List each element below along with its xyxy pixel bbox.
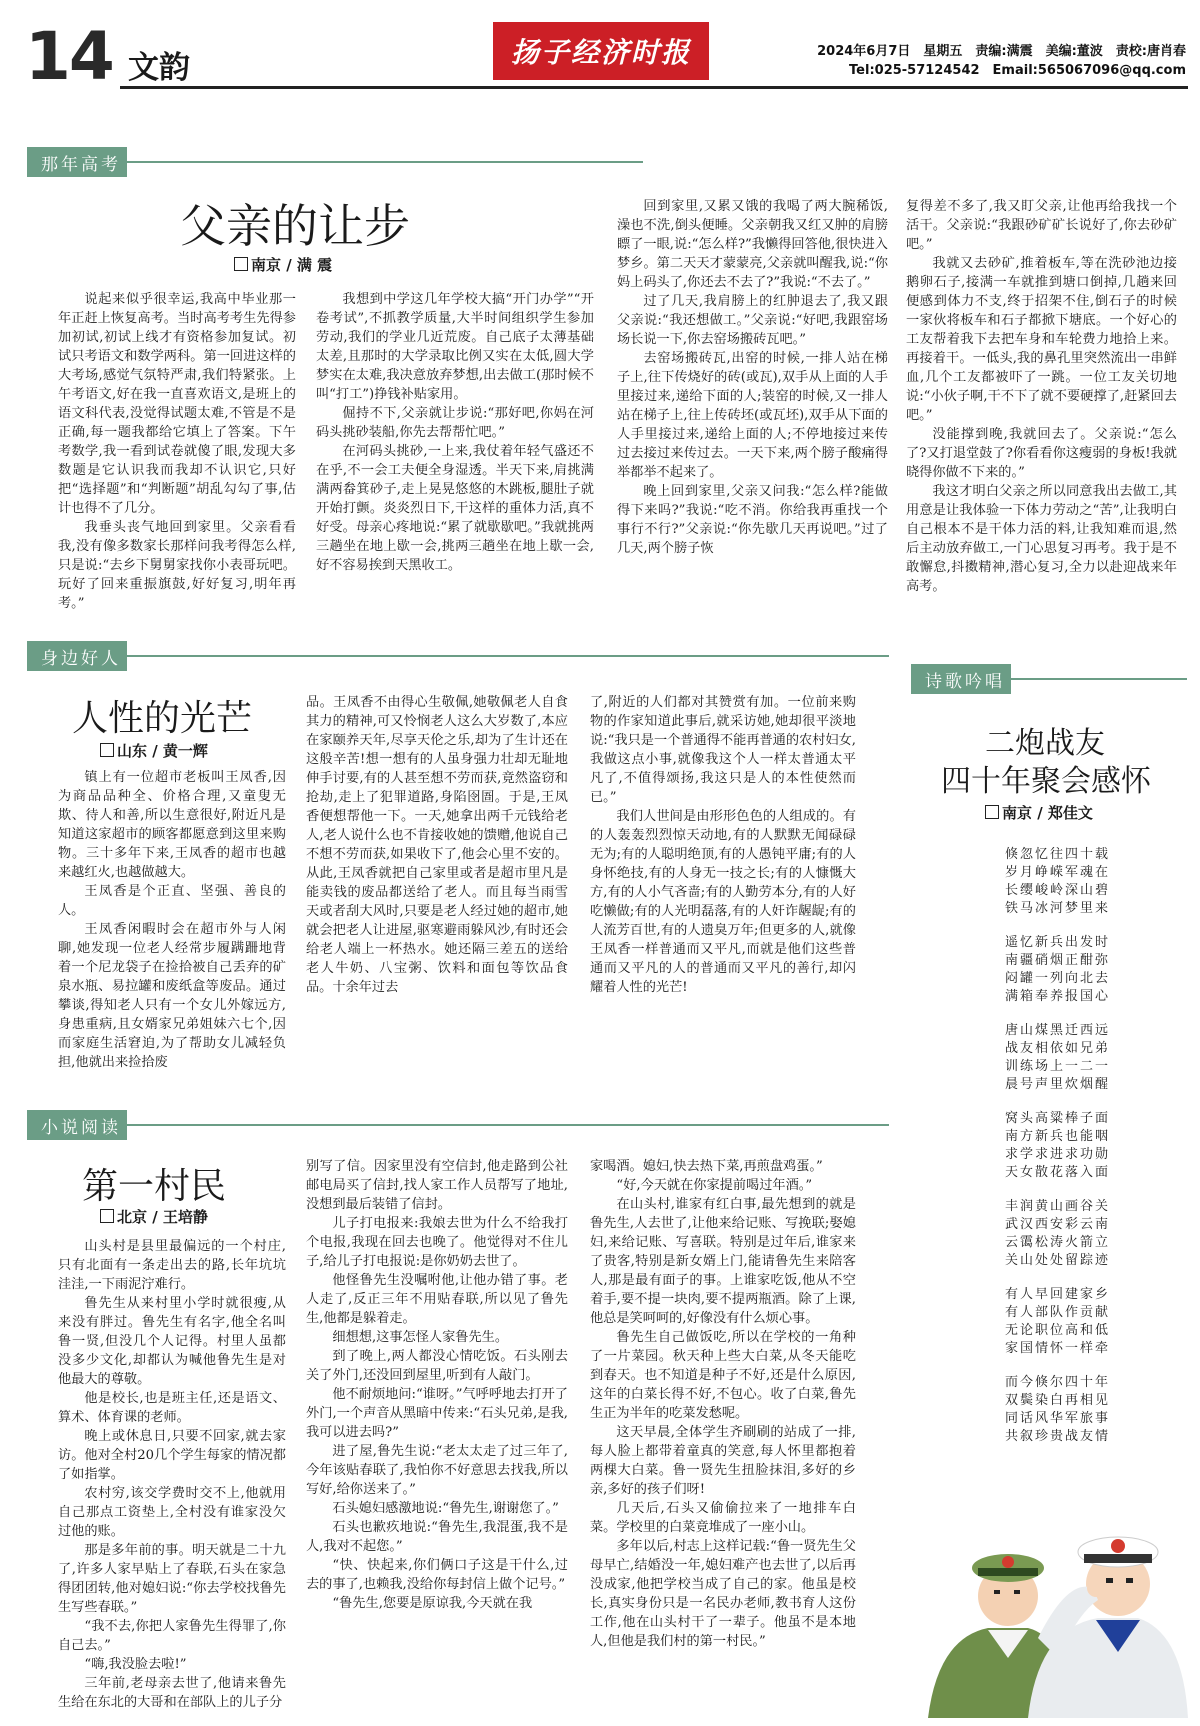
paragraph: 细想想,这事怎怪人家鲁先生。 <box>332 1330 509 1345</box>
article-column <box>906 197 1177 596</box>
poem-line: 南疆硝烟正酣弥 <box>1005 953 1111 968</box>
poem-stanza <box>1005 1374 1155 1446</box>
paragraph: “鲁先生,您要是原谅我,今天就在我 <box>332 1596 533 1611</box>
paragraph: 农村穷,该交学费时交不上,他就用自己那点工资垫上,全村没有谁家没欠过他的账。 <box>58 1486 286 1539</box>
article-title: 父亲的让步 <box>180 199 410 253</box>
poem-line: 满箱奉养报国心 <box>1005 989 1111 1004</box>
poem-line: 有人部队作贡献 <box>1005 1305 1111 1320</box>
paragraph: 石头媳妇感激地说:“鲁先生,谢谢您了。” <box>332 1501 559 1516</box>
paragraph: 在山头村,谁家有红白事,最先想到的就是鲁先生,人去世了,让他来给记账、写挽联;娶媳妇,来给记账、写喜联。特别是过年后,谁家来了贵客,特别是新女婿上门,能请鲁先生来陪客人,那是最有面子的事。上谁家吃饭,他从不空着手,要不提一块肉,要不提两瓶酒。除了上课,他总是笑呵呵的,好像没有什么烦心事。 <box>590 1197 856 1326</box>
poem-line: 遥忆新兵出发时 <box>1005 935 1111 950</box>
poem-stanza <box>1005 934 1155 1006</box>
section-tag-rule <box>127 655 889 657</box>
paragraph: 到了晚上,两人都没心情吃饭。石头刚去关了外门,还没回到屋里,听到有人敲门。 <box>306 1349 568 1383</box>
poem-line: 闷罐一列向北去 <box>1005 971 1111 986</box>
article-column <box>590 1157 856 1651</box>
paragraph: “嗨,我没脸去啦!” <box>84 1657 187 1672</box>
article-column <box>316 290 594 575</box>
poem-line: 铁马冰河梦里来 <box>1005 901 1111 916</box>
paragraph: 多年以后,村志上这样记载:“鲁一贤先生父母早亡,结婚没一年,媳妇难产也去世了,以后再没成家,他把学校当成了自己的家。他虽是校长,真实身份只是一名民办老师,教书育人这份工作,他在山头村干了一辈子。他虽不是本地人,但他是我们村的第一村民。” <box>590 1539 856 1649</box>
soldiers-illustration <box>918 1518 1188 1718</box>
poem-line: 共叙珍贵战友情 <box>1005 1429 1111 1444</box>
poem-line: 长缨峻岭深山碧 <box>1005 883 1111 898</box>
poem-line: 无论职位高和低 <box>1005 1323 1111 1338</box>
article-byline: 北京 / 王培静 <box>100 1206 208 1227</box>
contact-line: Tel:025-57124542 Email:565067096@qq.com <box>849 63 1186 78</box>
paragraph: 镇上有一位超市老板叫王凤香,因为商品品种全、价格合理,又童叟无欺、待人和善,所以生意很好,附近凡是知道这家超市的顾客都愿意到这里来购物。三十多年下来,王凤香的超市也越来越红火,也越做越大。 <box>58 770 286 880</box>
poem-line: 而今倏尔四十年 <box>1005 1375 1111 1390</box>
section-tag-poem: 诗歌吟唱 <box>911 664 1011 694</box>
paragraph: 晚上或休息日,只要不回家,就去家访。他对全村20几个学生每家的情况都了如指掌。 <box>58 1429 286 1482</box>
poem-line: 唐山煤黑迁西远 <box>1005 1023 1111 1038</box>
paragraph: 王凤香闲暇时会在超市外与人闲聊,她发现一位老人经常步履蹒跚地背着一个尼龙袋子在捡拾被自己丢弃的矿泉水瓶、易拉罐和废纸盒等废品。通过攀谈,得知老人只有一个女儿外嫁远方,身患重病,且女婿家兄弟姐妹六七个,因而家庭生活窘迫,为了帮助女儿减轻负担,他就出来捡拾废 <box>58 922 286 1070</box>
paragraph: 他不耐烦地问:“谁呀。”气呼呼地去打开了外门,一个声音从黑暗中传来:“石头兄弟,是我,我可以进去吗?” <box>306 1387 568 1440</box>
paragraph: 鲁先生自己做饭吃,所以在学校的一角种了一片菜园。秋天种上些大白菜,从冬天能吃到春天。也不知道是种子不好,还是什么原因,这年的白菜长得不好,不包心。收了白菜,鲁先生正为半年的吃菜发愁呢。 <box>590 1330 856 1421</box>
poem-title-line1: 二炮战友 <box>985 726 1105 761</box>
poem-line: 关山处处留踪迹 <box>1005 1253 1111 1268</box>
paragraph: 那是多年前的事。明天就是二十九了,许多人家早贴上了春联,石头在家急得团团转,他对媳妇说:“你去学校找鲁先生写些春联。” <box>58 1543 286 1615</box>
byline-box-icon <box>234 257 248 271</box>
paragraph: 家喝酒。媳妇,快去热下菜,再煎盘鸡蛋。” <box>590 1159 823 1174</box>
section-tag-rule <box>127 1124 889 1126</box>
paragraph: 三年前,老母亲去世了,他请来鲁先生给在东北的大哥和在部队上的儿子分 <box>58 1676 286 1710</box>
paragraph: 复得差不多了,我又盯父亲,让他再给我找一个活干。父亲说:“我跟砂矿矿长说好了,你去砂矿吧。” <box>906 199 1177 252</box>
poem-stanza <box>1005 1110 1155 1182</box>
paper-logo: 扬子经济时报 <box>493 22 709 80</box>
article-title: 人性的光芒 <box>72 698 253 739</box>
paragraph: 回到家里,又累又饿的我喝了两大腕稀饭,澡也不洗,倒头便睡。父亲朝我又红又肿的肩膀瞟了一眼,说:“怎么样?”我懒得回答他,很快进入梦乡。第二天天才蒙蒙亮,父亲就叫醒我,说:“你妈上码头了,你还去不去了?”我说:“不去了。” <box>617 199 888 290</box>
paragraph: 在河码头挑砂,一上来,我仗着年轻气盛还不在乎,不一会工夫便全身湿透。半天下来,肩挑满满两畚箕砂子,走上晃晃悠悠的木跳板,腿肚子就开始打颤。炎炎烈日下,干这样的重体力活,真不好受。母亲心疼地说:“累了就歇歇吧。”我就挑两三趟坐在地上歇一会,挑两三趟坐在地上歇一会,好不容易挨到天黑收工。 <box>316 444 594 573</box>
section-tag-rule <box>1011 678 1187 680</box>
poem-title-line2: 四十年聚会感怀 <box>941 764 1151 799</box>
poem-line: 求学求进求功勋 <box>1005 1147 1111 1162</box>
article-column <box>306 693 568 997</box>
paragraph: 倔持不下,父亲就让步说:“那好吧,你妈在河码头挑砂装船,你先去帮帮忙吧。” <box>316 406 594 440</box>
section-tag-rule <box>127 161 643 163</box>
paragraph: 鲁先生从来村里小学时就很瘦,从来没有胖过。鲁先生有名字,他全名叫鲁一贤,但没几个人记得。村里人虽都没多少文化,却都认为喊他鲁先生是对他最大的尊敬。 <box>58 1296 286 1387</box>
paragraph: 山头村是县里最偏远的一个村庄,只有北面有一条走出去的路,长年坑坑洼洼,一下雨泥泞难行。 <box>58 1239 286 1292</box>
poem-line: 武汉西安彩云南 <box>1005 1217 1111 1232</box>
masthead-rule <box>120 86 1188 89</box>
poem-line: 晨号声里炊烟醒 <box>1005 1077 1111 1092</box>
paragraph: 我想到中学这几年学校大搞“开门办学”“开卷考试”,不抓教学质量,大半时间组织学生参加劳动,我们的学业几近荒废。自己底子太薄基础太差,且那时的大学录取比例又实在太低,圆大学梦实在太难,我决意放弃梦想,出去做工(那时候不叫“打工”)挣钱补贴家用。 <box>316 292 594 402</box>
page-number: 14 <box>25 18 113 95</box>
section-tag-novel: 小说阅读 <box>27 1110 127 1140</box>
byline-box-icon <box>100 1209 114 1223</box>
section-tag-gaokao: 那年高考 <box>27 147 127 177</box>
poem-line: 双鬓染白再相见 <box>1005 1393 1111 1408</box>
byline-box-icon <box>985 805 999 819</box>
paragraph: 我垂头丧气地回到家里。父亲看看我,没有像多数家长那样问我考得怎么样,只是说:“去乡下舅舅家找你小表哥玩吧。玩好了回来重振旗鼓,好好复习,明年再考。” <box>58 520 296 611</box>
paragraph: 儿子打电报来:我娘去世为什么不给我打个电报,我现在回去也晚了。他觉得对不住儿子,给儿子打电报说:是你奶奶去世了。 <box>306 1216 568 1269</box>
paragraph: 品。王凤香不由得心生敬佩,她敬佩老人自食其力的精神,可又怜悯老人这么大岁数了,本应在家颐养天年,尽享天伦之乐,却为了生计还在这般辛苦!想一想有的人虽身强力壮却无耻地伸手讨要,有的人甚至想不劳而获,竟然盗窃和抢劫,走上了犯罪道路,身陷囹圄。于是,王凤香便想帮他一下。一天,她拿出两千元钱给老人,老人说什么也不肯接收她的馈赠,他说自己不想不劳而获,如果收下了,他会心里不安的。从此,王凤香就把自己家里或者是超市里凡是能卖钱的废品都送给了老人。而且每当雨雪天或者刮大风时,只要是老人经过她的超市,她就会把老人让进屋,驱寒避雨躲风沙,有时还会给老人端上一杯热水。她还隔三差五的送给老人牛奶、八宝粥、饮料和面包等饮品食品。十余年过去 <box>306 695 568 995</box>
paragraph: “好,今天就在你家提前喝过年酒。” <box>616 1178 813 1193</box>
article-column <box>590 693 856 997</box>
poem-line: 天女散花落入面 <box>1005 1165 1111 1180</box>
poem-stanza <box>1005 1286 1155 1358</box>
poem-byline: 南京 / 郑佳文 <box>985 802 1093 823</box>
article-column <box>58 1237 286 1712</box>
paragraph: 这天早晨,全体学生齐刷刷的站成了一排,每人脸上都带着童真的笑意,每人怀里都抱着两棵大白菜。鲁一贤先生扭脸抹泪,多好的乡亲,多好的孩子们呀! <box>590 1425 856 1497</box>
paragraph: 他是校长,也是班主任,还是语文、算术、体育课的老师。 <box>58 1391 286 1425</box>
date-staff-line: 2024年6月7日 星期五 责编:满震 美编:董波 责校:唐肖春 <box>817 44 1186 59</box>
poem-stanza <box>1005 1022 1155 1094</box>
article-byline: 山东 / 黄一辉 <box>100 740 208 761</box>
paragraph: 了,附近的人们都对其赞赏有加。一位前来购物的作家知道此事后,就采访她,她却很平淡地说:“我只是一个普通得不能再普通的农村妇女,我做这点小事,就像我这个人一样太普通太平凡了,不值得颂扬,我这只是人的本性使然而已。” <box>590 695 856 805</box>
poem-line: 有人早回建家乡 <box>1005 1287 1111 1302</box>
paragraph: 晚上回到家里,父亲又问我:“怎么样?能做得下来吗?”我说:“吃不消。你给我再重找一个事行不行?”父亲说:“你先歇几天再说吧。”过了几天,两个膀子恢 <box>617 484 888 556</box>
article-title: 第一村民 <box>82 1166 227 1207</box>
paragraph: 去窑场搬砖瓦,出窑的时候,一排人站在梯子上,往下传烧好的砖(或瓦),双手从上面的人手里接过来,递给下面的人;装窑的时候,又一排人站在梯子上,往上传砖坯(或瓦坯),双手从下面的人手里接过来,递给上面的人;不停地接过来传过去接过来传过去。一天下来,两个膀子酸痛得举都举不起来了。 <box>617 351 888 480</box>
paragraph: 进了屋,鲁先生说:“老太太走了过三年了,今年该贴春联了,我怕你不好意思去找我,所以写好,给你送来了。” <box>306 1444 568 1497</box>
poem-line: 同话风华军旅事 <box>1005 1411 1111 1426</box>
paragraph: 说起来似乎很幸运,我高中毕业那一年正赶上恢复高考。当时高考考生先得参加初试,初试上线才有资格参加复试。初试只考语文和数学两科。第一回进这样的大考场,感觉气氛特严肃,我们特紧张。上午考语文,好在我一直喜欢语文,是班上的语文科代表,没觉得试题太难,不管是不是正确,每一题我都给它填上了答案。下午考数学,我一看到试卷就傻了眼,发现大多数题是它认识我而我却不认识它,只好把“选择题”和“判断题”胡乱勾勾了事,估计也得不了几分。 <box>58 292 296 516</box>
poem-body <box>1005 846 1155 1462</box>
poem-line: 岁月峥嵘军魂在 <box>1005 865 1111 880</box>
paragraph: “快、快起来,你们俩口子这是干什么,过去的事了,也赖我,没给你每封信上做个记号。” <box>306 1558 568 1592</box>
poem-line: 训练场上一二一 <box>1005 1059 1111 1074</box>
poem-line: 倏忽忆往四十载 <box>1005 847 1111 862</box>
paragraph: 王凤香是个正直、坚强、善良的人。 <box>58 884 286 918</box>
poem-line: 南方新兵也能咽 <box>1005 1129 1111 1144</box>
section-tag-haoren: 身边好人 <box>27 641 127 671</box>
paragraph: 他怪鲁先生没嘱咐他,让他办错了事。老人走了,反正三年不用贴春联,所以见了鲁先生,他都是躲着走。 <box>306 1273 568 1326</box>
poem-line: 战友相依如兄弟 <box>1005 1041 1111 1056</box>
paragraph: 石头也歉疚地说:“鲁先生,我混蛋,我不是人,我对不起您。” <box>306 1520 568 1554</box>
article-column <box>306 1157 568 1613</box>
byline-box-icon <box>100 743 114 757</box>
section-name: 文韵 <box>128 50 190 86</box>
article-column <box>617 197 888 558</box>
paragraph: 几天后,石头又偷偷拉来了一地排车白菜。学校里的白菜竟堆成了一座小山。 <box>590 1501 856 1535</box>
poem-stanza <box>1005 846 1155 918</box>
paragraph: 我就又去砂矿,推着板车,等在洗砂池边接鹅卵石子,接满一车就推到塘口倒掉,几趟来回便感到体力不支,终于招架不住,倒石子的时候一家伙将板车和石子都掀下塘底。一个好心的工友帮着我下去把车身和车轮费力地拾上来。再接着干。一低头,我的鼻孔里突然流出一串鲜血,几个工友都被吓了一跳。一位工友关切地说:“小伙子啊,干不下了就不要硬撑了,赶紧回去吧。” <box>906 256 1177 423</box>
paragraph: “我不去,你把人家鲁先生得罪了,你自己去。” <box>58 1619 286 1653</box>
article-column <box>58 768 286 1072</box>
paragraph: 我这才明白父亲之所以同意我出去做工,其用意是让我体验一下体力劳动之“苦”,让我明白自己根本不是干体力活的料,让我知难而退,然后主动放弃做工,一门心思复习再考。我于是不敢懈怠,抖擞精神,潜心复习,全力以赴迎战来年高考。 <box>906 484 1177 594</box>
poem-line: 云霭松涛火箭立 <box>1005 1235 1111 1250</box>
poem-stanza <box>1005 1198 1155 1270</box>
poem-line: 家国情怀一样牵 <box>1005 1341 1111 1356</box>
paragraph: 我们人世间是由形形色色的人组成的。有的人轰轰烈烈惊天动地,有的人默默无闻碌碌无为;有的人聪明绝顶,有的人愚钝平庸;有的人身怀绝技,有的人身无一技之长;有的人慷慨大方,有的人小气吝啬;有的人勤劳本分,有的人好吃懒做;有的人光明磊落,有的人奸诈龌龊;有的人流芳百世,有的人遗臭万年;但更多的人,就像王凤香一样普通而又平凡,而就是他们这些普通而又平凡的人的普通而又平凡的善行,却闪耀着人性的光芒! <box>590 809 856 995</box>
article-byline: 南京 / 满 震 <box>234 254 332 275</box>
paragraph: 过了几天,我肩膀上的红肿退去了,我又跟父亲说:“我还想做工。”父亲说:“好吧,我跟窑场场长说一下,你去窑场搬砖瓦吧。” <box>617 294 888 347</box>
paragraph: 别写了信。因家里没有空信封,他走路到公社邮电局买了信封,找人家工作人员帮写了地址,没想到最后装错了信封。 <box>306 1159 568 1212</box>
article-column <box>58 290 296 613</box>
poem-line: 窝头高粱棒子面 <box>1005 1111 1111 1126</box>
paragraph: 没能撑到晚,我就回去了。父亲说:“怎么了?又打退堂鼓了?你看看你这瘦弱的身板!我就晓得你做不下来的。” <box>906 427 1177 480</box>
poem-line: 丰润黄山画谷关 <box>1005 1199 1111 1214</box>
